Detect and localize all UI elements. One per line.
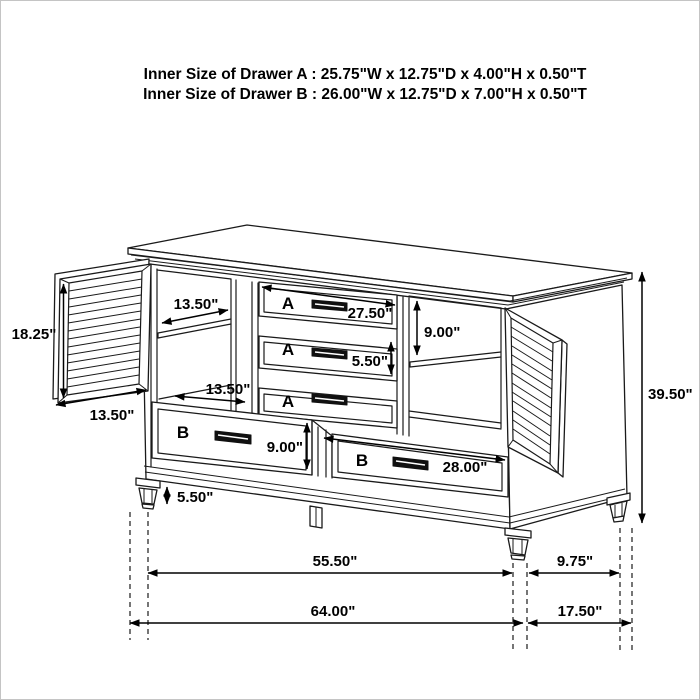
drawer-a1-label: A	[281, 294, 295, 313]
dimension-label: 13.50"	[205, 381, 251, 398]
back-right-foot	[607, 493, 630, 522]
drawer-b-inner-size-text: Inner Size of Drawer B : 26.00"W x 12.75"D x 7.00"H x 0.50"T	[143, 86, 587, 103]
dimension-overall-width	[130, 603, 523, 623]
dimension-label: 27.50"	[347, 305, 393, 322]
dimension-label: 9.00"	[266, 439, 303, 456]
dimension-label: 18.25"	[11, 326, 57, 343]
dimension-label: 5.50"	[351, 353, 388, 370]
foot-base	[511, 555, 525, 560]
foot-cap	[505, 528, 531, 538]
foot-cup	[508, 538, 528, 555]
drawer-b2-label: B	[355, 451, 369, 470]
dimension-label: 64.00"	[310, 603, 356, 620]
dimension-leg-height	[167, 487, 213, 506]
dimension-label: 13.50"	[173, 296, 219, 313]
dimension-leg-span-depth	[529, 553, 619, 573]
drawer-a2-label: A	[281, 340, 295, 359]
dimension-label: 55.50"	[312, 553, 358, 570]
dimension-label: 5.50"	[177, 489, 214, 506]
title-block	[143, 66, 587, 103]
dimension-leg-span-width	[148, 553, 512, 573]
dimension-label: 9.00"	[424, 324, 461, 341]
left-door	[53, 259, 151, 403]
foot-base	[142, 504, 154, 509]
projection-guides	[130, 512, 632, 650]
dimension-overall-height	[642, 272, 693, 523]
drawer-b1-label: B	[176, 423, 190, 442]
dimension-label: 9.75"	[556, 553, 594, 570]
dimension-overall-depth	[528, 603, 631, 623]
dimension-label: 17.50"	[557, 603, 603, 620]
drawer-a3-label: A	[281, 392, 295, 411]
front-left-foot	[136, 478, 160, 509]
dimension-label: 13.50"	[89, 407, 135, 424]
drawer-a-inner-size-text: Inner Size of Drawer A : 25.75"W x 12.75"D x 4.00"H x 0.50"T	[143, 66, 587, 83]
foot-cup	[139, 488, 157, 504]
front-right-foot	[505, 528, 531, 560]
dimension-label: 28.00"	[442, 459, 488, 476]
dimension-label: 39.50"	[648, 386, 693, 403]
center-post	[310, 506, 322, 528]
